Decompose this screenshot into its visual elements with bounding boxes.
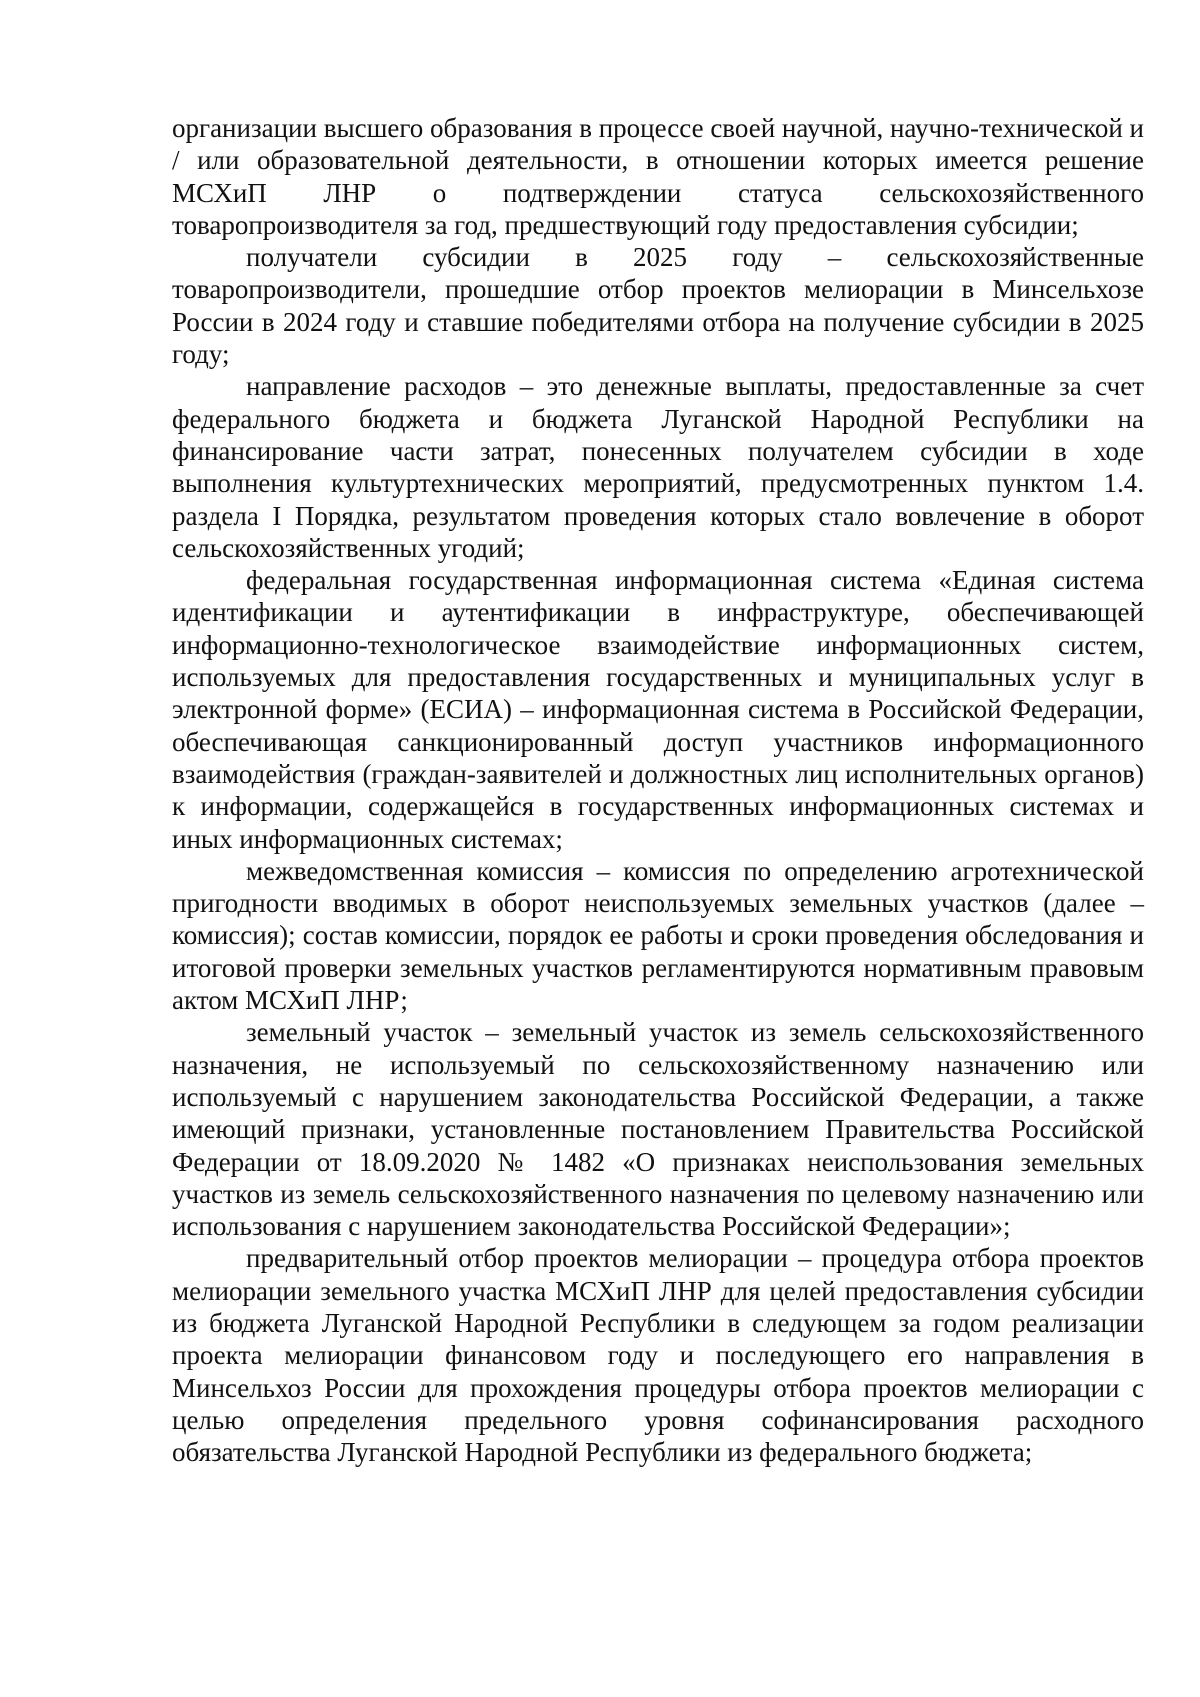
document-page	[172, 112, 1144, 1468]
paragraph-esia: федеральная государственная информационная система «Единая система идентификации и аутентификации в инфраструктуре, обеспечивающей информационно-технологическое взаимодействие информационных систем, используемых для предоставления государственных и муниципальных услуг в электронной форме» (ЕСИА) – информационная система в Российской Федерации, обеспечивающая санкционированный доступ участников информационного взаимодействия (граждан-заявителей и должностных лиц исполнительных органов) к информации, содержащейся в государственных информационных системах и иных информационных системах;	[172, 565, 1144, 854]
paragraph-expense-direction: направление расходов – это денежные выплаты, предоставленные за счет федерального бюджета и бюджета Луганской Народной Республики на финансирование части затрат, понесенных получателем субсидии в ходе выполнения культуртехнических мероприятий, предусмотренных пунктом 1.4. раздела I Порядка, результатом проведения которых стало вовлечение в оборот сельскохозяйственных угодий;	[172, 371, 1144, 563]
paragraph-preliminary-selection: предварительный отбор проектов мелиорации – процедура отбора проектов мелиорации земельного участка МСХиП ЛНР для целей предоставления субсидии из бюджета Луганской Народной Республики в следующем за годом реализации проекта мелиорации финансовом году и последующего его направления в Минсельхоз России для прохождения процедуры отбора проектов мелиорации с целью определения предельного уровня софинансирования расходного обязательства Луганской Народной Республики из федерального бюджета;	[172, 1243, 1144, 1468]
paragraph-commission: межведомственная комиссия – комиссия по определению агротехнической пригодности вводимых в оборот неиспользуемых земельных участков (далее – комиссия); состав комиссии, порядок ее работы и сроки проведения обследования и итоговой проверки земельных участков регламентируются нормативным правовым актом МСХиП ЛНР;	[172, 855, 1144, 1016]
paragraph-subsidy-recipients: получатели субсидии в 2025 году – сельскохозяйственные товаропроизводители, прошедшие отбор проектов мелиорации в Минсельхозе России в 2024 году и ставшие победителями отбора на получение субсидии в 2025 году;	[172, 242, 1144, 370]
paragraph-organizations: организации высшего образования в процессе своей научной, научно-технической и / или образовательной деятельности, в отношении которых имеется решение МСХиП ЛНР о подтверждении статуса сельскохозяйственного товаропроизводителя за год, предшествующий году предоставления субсидии;	[172, 113, 1144, 240]
paragraph-land-plot: земельный участок – земельный участок из земель сельскохозяйственного назначения, не используемый по сельскохозяйственному назначению или используемый с нарушением законодательства Российской Федерации, а также имеющий признаки, установленные постановлением Правительства Российской Федерации от 18.09.2020 № 1482 «О признаках неиспользования земельных участков из земель сельскохозяйственного назначения по целевому назначению или использования с нарушением законодательства Российской Федерации»;	[172, 1017, 1144, 1242]
